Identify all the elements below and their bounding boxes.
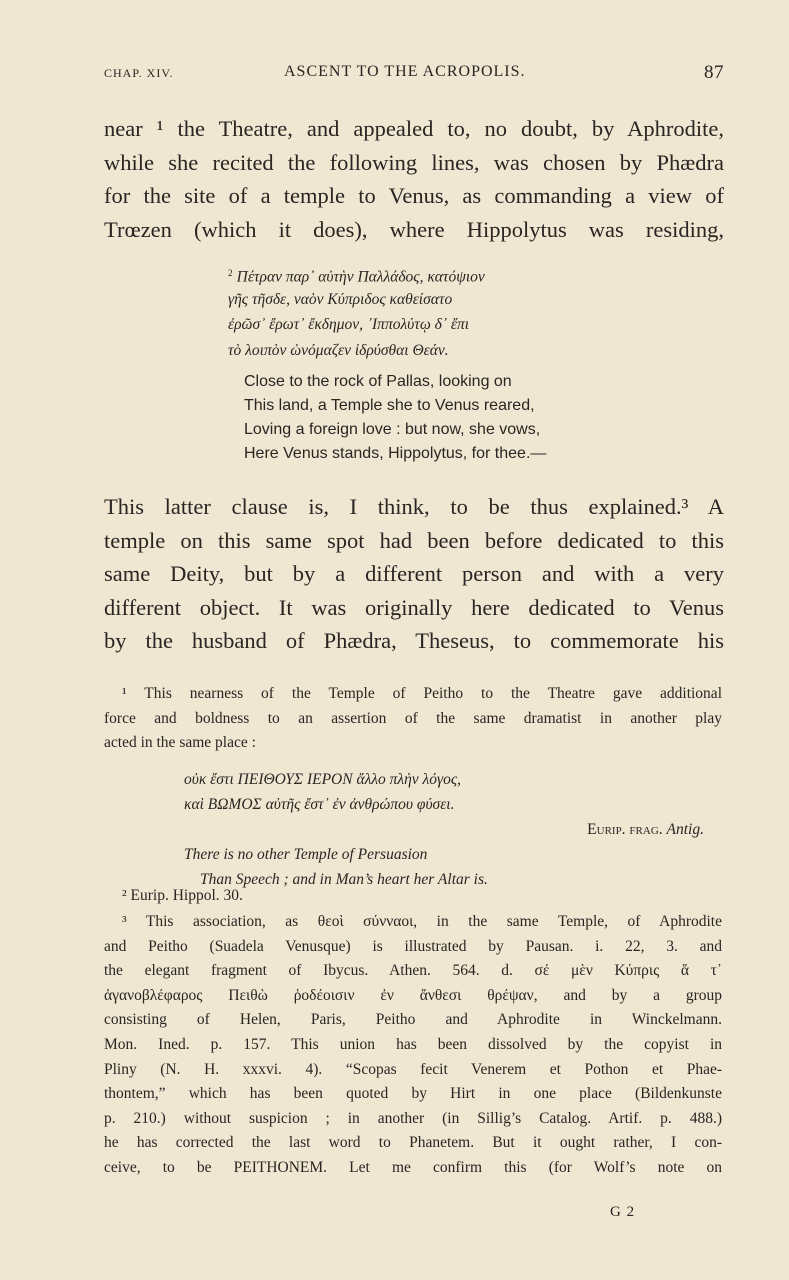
- chapter-label: CHAP. XIV.: [104, 66, 174, 80]
- body-line: while she recited the following lines, was chosen by Phædra: [104, 149, 724, 175]
- page-number: 87: [704, 62, 724, 83]
- body-text-top: [104, 112, 724, 246]
- footnote-3: [104, 910, 722, 1181]
- footnote-translation-line: There is no other Temple of Persuasion: [184, 846, 428, 863]
- body-line: by the husband of Phædra, Theseus, to commemorate his: [104, 628, 724, 653]
- running-header: [104, 62, 724, 86]
- source-prefix: Eurip. frag.: [587, 821, 663, 838]
- body-line: temple on this same spot had been before dedicated to this: [104, 527, 724, 553]
- body-line: Trœzen (which it does), where Hippolytus was residing,: [104, 216, 724, 242]
- footnote-line: Mon. Ined. p. 157. This union has been dissolved by the copyist in: [104, 1035, 722, 1053]
- footnote-line: consisting of Helen, Paris, Peitho and Aphrodite in Winckelmann.: [104, 1011, 722, 1029]
- footnote-line: ³ This association, as θεοὶ σύνναοι, in the same Temple, of Aphrodite: [122, 913, 722, 930]
- footnote-translation-line: Than Speech ; and in Man’s heart her Altar is.: [200, 871, 488, 888]
- body-line: near ¹ the Theatre, and appealed to, no doubt, by Aphrodite,: [104, 116, 724, 141]
- translation-line: This land, a Temple she to Venus reared,: [244, 397, 535, 414]
- footnote-line: and Peitho (Suadela Venusque) is illustrated by Pausan. i. 22, 3. and: [104, 937, 722, 955]
- translation-line: Loving a foreign love : but now, she vows,: [244, 421, 541, 438]
- footnote-1: [104, 682, 722, 756]
- body-line: different object. It was originally here dedicated to Venus: [104, 594, 724, 620]
- footnote-line: ἀγανοβλέφαρος Πειθὼ ῥοδέοισιν ἐν ἄνθεσι θρέψαν, and by a group: [104, 986, 722, 1004]
- greek-verse-line: ἐρῶσ᾽ ἔρωτ᾽ ἔκδημον, ᾽Ιππολύτῳ δ᾽ ἔπι: [228, 316, 470, 334]
- source-work: Antig.: [666, 821, 704, 838]
- footnote-2: [104, 884, 722, 909]
- footnote-1-quote: [184, 767, 704, 892]
- footnote-line: ¹ This nearness of the Temple of Peitho to the Theatre gave additional: [122, 685, 722, 702]
- running-title: ASCENT TO THE ACROPOLIS.: [284, 63, 526, 80]
- footnote-line: p. 210.) without suspicion ; in another (in Sillig’s Catalog. Artif. p. 488.): [104, 1109, 722, 1127]
- footnote-quote-source: [184, 817, 704, 842]
- greek-verse-line: $^2$ Πέτραν παρ᾽ αὐτὴν Παλλάδος, κατόψιον: [228, 268, 485, 286]
- greek-verse: [228, 262, 485, 363]
- body-line: This latter clause is, I think, to be thus explained.³ A: [104, 494, 724, 519]
- footnote-line: thontem,” which has been quoted by Hirt in one place (Bildenkunste: [104, 1085, 722, 1103]
- greek-verse-marker: 2: [228, 269, 233, 279]
- footnote-line: ² Eurip. Hippol. 30.: [122, 887, 243, 904]
- footnote-line: he has corrected the last word to Phanetem. But it ought rather, I con-: [104, 1134, 722, 1152]
- footnote-line: force and boldness to an assertion of the same dramatist in another play: [104, 709, 722, 727]
- translation-line: Close to the rock of Pallas, looking on: [244, 373, 512, 390]
- body-line: for the site of a temple to Venus, as commanding a view of: [104, 183, 724, 208]
- greek-verse-line: τὸ λοιπὸν ὠνόμαζεν ἱδρύσθαι Θεάν.: [228, 341, 449, 359]
- footnote-quote-line: οὐκ ἔστι ΠΕΙΘΟΥΣ ΙΕΡΟΝ ἄλλο πλὴν λόγος,: [184, 771, 462, 788]
- body-line: same Deity, but by a different person and with a very: [104, 561, 724, 586]
- footnote-line: acted in the same place :: [104, 734, 256, 752]
- footnote-line: ceive, to be PEITHONEM. Let me confirm this (for Wolf’s note on: [104, 1158, 722, 1176]
- verse-translation: [244, 370, 546, 466]
- footnote-line: Pliny (N. H. xxxvi. 4). “Scopas fecit Venerem et Pothon et Phae-: [104, 1060, 722, 1078]
- greek-verse-line: γῆς τῆσδε, ναὸν Κύπριδος καθείσατο: [228, 291, 453, 309]
- footnote-line: the elegant fragment of Ibycus. Athen. 564. d. σέ μὲν Κύπρις ἅ τ᾽: [104, 962, 722, 980]
- signature-mark: G 2: [610, 1204, 636, 1220]
- footnote-quote-line: καὶ ΒΩΜΟΣ αὐτῆς ἔστ᾽ ἐν ἀνθρώπου φύσει.: [184, 796, 455, 813]
- translation-line: Here Venus stands, Hippolytus, for thee.—: [244, 445, 547, 462]
- body-text-bottom: [104, 490, 724, 658]
